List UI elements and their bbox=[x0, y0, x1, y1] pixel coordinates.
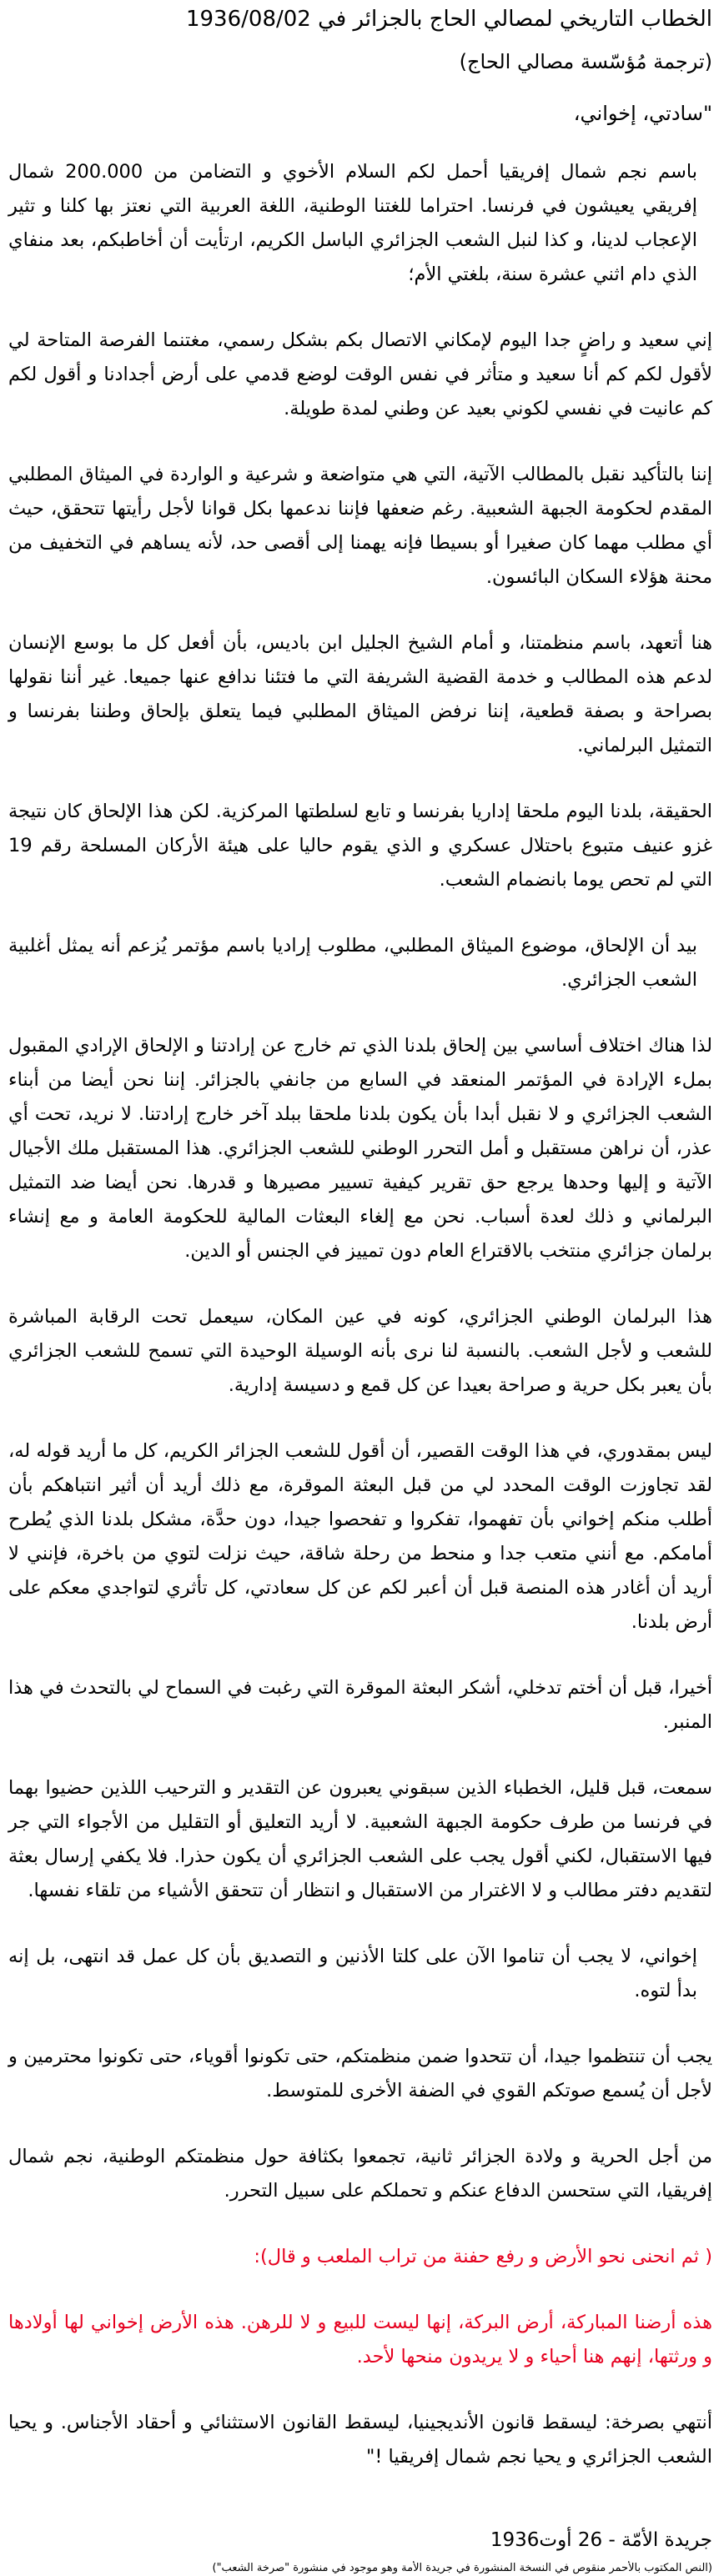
speech-paragraph: باسم نجم شمال إفريقيا أحمل لكم السلام الأخوي و التضامن من 200.000 شمال إفريقي يعيشون في فرنسا. احتراما للغتنا الوطنية، اللغة العربية التي نعتز بها كلنا و تثير الإعجاب لدينا، و كذا لنبل الشعب الجزائري الباسل الكريم، ارتأيت أن أخاطبكم، بعد منفاي الذي دام اثني عشرة سنة، بلغتي الأم؛ bbox=[8, 161, 697, 285]
speech-greeting: "سادتي، إخواني، bbox=[573, 102, 712, 125]
speech-paragraph: أخيرا، قبل أن أختم تدخلي، أشكر البعثة الموقرة التي رغبت في السماح لي بالتحدث في هذا المنبر. bbox=[8, 1677, 712, 1733]
translation-credit: (ترجمة مُؤسّسة مصالي الحاج) bbox=[459, 50, 712, 73]
speech-paragraph: إني سعيد و راضٍ جدا اليوم لإمكاني الاتصال بكم بشكل رسمي، مغتنما الفرصة المتاحة لي لأقول لكم كم أنا سعيد و متأثر في نفس الوقت لوضع قدمي على أرض أجدادنا و أقول لكم كم عانيت في نفسي لكوني بعيد عن وطني لمدة طويلة. bbox=[8, 329, 712, 419]
speech-paragraph: لذا هناك اختلاف أساسي بين إلحاق بلدنا الذي تم خارج عن إرادتنا و الإلحاق الإرادي المقبول بملء الإرادة في المؤتمر المنعقد في السابع من جانفي بالجزائر. إننا نحن أيضا من أبناء الشعب الجزائري و لا نقبل أبدا بأن يكون بلدنا ملحقا ببلد آخر خارج إرادتنا. لا نريد، تحت أي عذر، أن نراهن مستقبل و أمل التحرر الوطني للشعب الجزائري. هذا المستقبل ملك الأجيال الآتية و إليها وحدها يرجع حق تقرير كيفية تسيير مصيرها و قدرها. نحن أيضا ضد التمثيل البرلماني و ذلك لعدة أسباب. نحن مع إلغاء البعثات المالية للحكومة العامة و مع إنشاء برلمان جزائري منتخب بالاقتراع العام دون تمييز في الجنس أو الدين. bbox=[8, 1035, 712, 1262]
speech-paragraph: هنا أتعهد، باسم منظمتنا، و أمام الشيخ الجليل ابن باديس، بأن أفعل كل ما بوسع الإنسان لدعم هذه المطالب و خدمة القضية الشريفة التي ما فتئنا ندافع عنها جميعا. غير أننا نقولها بصراحة و بصفة قطعية، إننا نرفض الميثاق المطلبي فيما يتعلق بإلحاق وطننا بفرنسا و التمثيل البرلماني. bbox=[8, 632, 712, 756]
speech-paragraph: أنتهي بصرخة: ليسقط قانون الأنديجينيا، ليسقط القانون الاستثنائي و أحقاد الأجناس. و يحيا الشعب الجزائري و يحيا نجم شمال إفريقيا !" bbox=[8, 2412, 712, 2468]
speech-body bbox=[8, 155, 712, 2474]
speech-paragraph: بيد أن الإلحاق، موضوع الميثاق المطلبي، مطلوب إراديا باسم مؤتمر يُزعم أنه يمثل أغلبية الشعب الجزائري. bbox=[8, 935, 697, 991]
speech-paragraph: إخواني، لا يجب أن تناموا الآن على كلتا الأذنين و التصديق بأن كل عمل قد انتهى، بل إنه بدأ لتوه. bbox=[8, 1946, 697, 2001]
speech-paragraph: من أجل الحرية و ولادة الجزائر ثانية، تجمعوا بكثافة حول منظمتكم الوطنية، نجم شمال إفريقيا، التي ستحسن الدفاع عنكم و تحملكم على سبيل التحرر. bbox=[8, 2146, 712, 2202]
red-speech-paragraph: هذه أرضنا المباركة، أرض البركة، إنها ليست للبيع و لا للرهن. هذه الأرض إخواني لها أولادها و ورثتها، إنهم هنا أحياء و لا يريدون منحها لأحد. bbox=[8, 2312, 712, 2368]
speech-paragraph: يجب أن تنتظموا جيدا، أن تتحدوا ضمن منظمتكم، حتى تكونوا أقوياء، حتى تكونوا محترمين و لأجل أن يُسمع صوتكم القوي في الضفة الأخرى للمتوسط. bbox=[8, 2046, 712, 2101]
speech-paragraph: سمعت، قبل قليل، الخطباء الذين سبقوني يعبرون عن التقدير و الترحيب اللذين حضيوا بهما في فرنسا من طرف حكومة الجبهة الشعبية. لا أريد التعليق أو التقليل من الأجواء التي جر فيها الاستقبال، لكني أقول يجب على الشعب الجزائري أن يكون حذرا. فلا يكفي إرسال بعثة لتقديم دفتر مطالب و لا الاغترار من الاستقبال و انتظار أن تتحقق الأشياء من تلقاء نفسها. bbox=[8, 1777, 712, 1901]
document-title: الخطاب التاريخي لمصالي الحاج بالجزائر في 1936/08/02 bbox=[185, 7, 712, 32]
red-speech-paragraph: ( ثم انحنى نحو الأرض و رفع حفنة من تراب الملعب و قال): bbox=[254, 2246, 712, 2267]
speech-paragraph: ليس بمقدوري، في هذا الوقت القصير، أن أقول للشعب الجزائر الكريم، كل ما أريد قوله له، لقد تجاوزت الوقت المحدد لي من قبل البعثة الموقرة، مع ذلك أريد أن أثير انتباهكم بأن أطلب منكم إخواني بأن تفهموا، تفكروا و تفحصوا جيدا، دون حدَّة، مشكل بلدنا الذي يُطرح أمامكم. مع أنني متعب جدا و منحط من رحلة شاقة، حيث نزلت لتوي من باخرة، فإنني لا أريد أن أغادر هذه المنصة قبل أن أعبر لكم عن كل سعادتي، كل تأثري لتواجدي معكم على أرض بلدنا. bbox=[8, 1440, 712, 1633]
speech-paragraph: هذا البرلمان الوطني الجزائري، كونه في عين المكان، سيعمل تحت الرقابة المباشرة للشعب و لأجل الشعب. بالنسبة لنا نرى بأنه الوسيلة الوحيدة التي تسمح للشعب الجزائري بأن يعبر بكل حرية و صراحة بعيدا عن كل قمع و دسيسة إدارية. bbox=[8, 1306, 712, 1396]
newspaper-source: جريدة الأمّة - 26 أوت1936 bbox=[490, 2529, 712, 2551]
speech-paragraph: الحقيقة، بلدنا اليوم ملحقا إداريا بفرنسا و تابع لسلطتها المركزية. لكن هذا الإلحاق كان نتيجة غزو عنيف متبوع باحتلال عسكري و الذي يقوم حاليا على هيئة الأركان المسلحة رقم 19 التي لم تحص يوما بانضمام الشعب. bbox=[8, 801, 712, 891]
speech-paragraph: إننا بالتأكيد نقبل بالمطالب الآتية، التي هي متواضعة و شرعية و الواردة في الميثاق المطلبي المقدم لحكومة الجبهة الشعبية. رغم ضعفها فإننا ندعمها بكل قوانا لأجل رأيتها تتحقق، حيث أي مطلب مهما كان صغيرا أو بسيطا فإنه يهمنا إلى أقصى حد، لأنه يساهم في التخفيف من محنة هؤلاء السكان البائسون. bbox=[8, 464, 712, 588]
red-text-footnote: (النص المكتوب بالأحمر منقوص في النسخة المنشورة في جريدة الأمة وهو موجود في منشورة "صرخة الشعب") bbox=[212, 2562, 712, 2574]
